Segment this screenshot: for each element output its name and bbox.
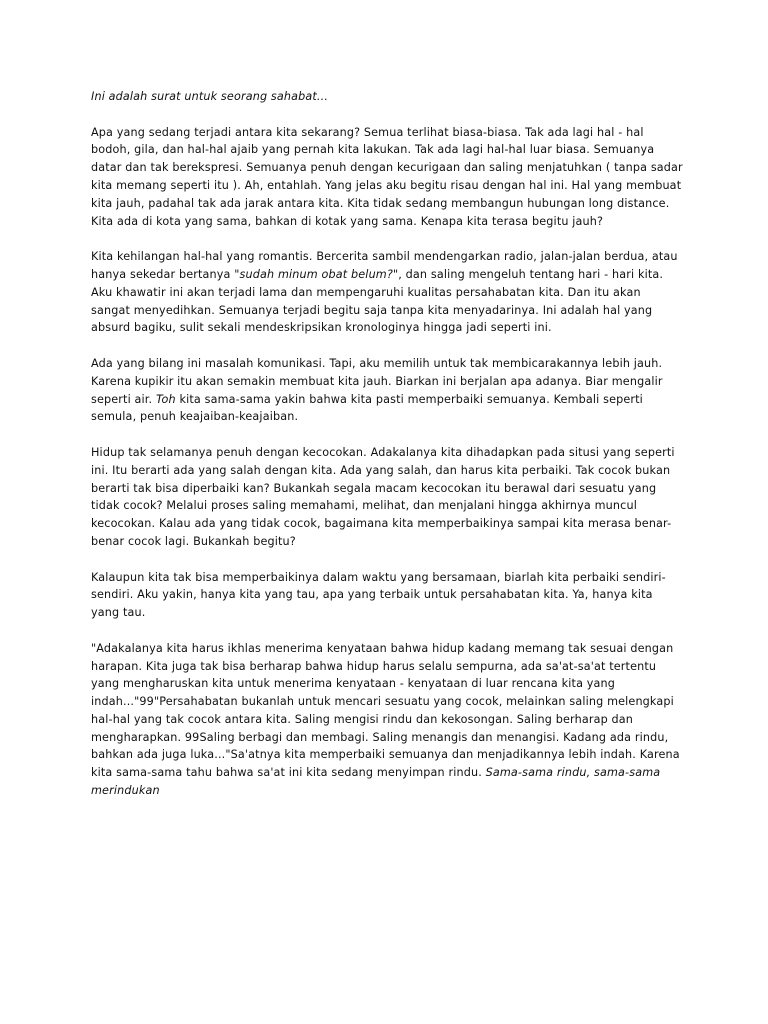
paragraph-3-text-b: kita sama-sama yakin bahwa kita pasti memperbaiki semuanya. Kembali seperti semula, penuh keajaiban-keajaiban. [91, 392, 643, 424]
paragraph-3-text-a: Ada yang bilang ini masalah komunikasi. Tapi, aku memilih untuk tak membicarakannya lebih jauh. Karena kupikir itu akan semakin membuat kita jauh. Biarkan ini berjalan apa adanya. Biar mengalir seperti air. [91, 356, 663, 406]
closing-line: Sama-sama rindu, sama-sama merindukan [91, 766, 661, 798]
quote-obat: "sudah minum obat belum?" [234, 267, 399, 281]
paragraph-3 [91, 355, 683, 426]
paragraph-4: Hidup tak selamanya penuh dengan kecocokan. Adakalanya kita dihadapkan pada situsi yang seperti ini. Itu berarti ada yang salah dengan kita. Ada yang salah, dan harus kita perbaiki. Tak cocok bukan berarti tak bisa diperbaiki kan? Bukankah segala macam kecocokan itu berawal dari sesuatu yang tidak cocok? Melalui proses saling memahami, melihat, dan menjalani hingga akhirnya muncul kecocokan. Kalau ada yang tidak cocok, bagaimana kita memperbaikinya sampai kita merasa benar-benar cocok lagi. Bukankah begitu? [91, 445, 675, 548]
paragraph-6-text: "Adakalanya kita harus ikhlas menerima kenyataan bahwa hidup kadang memang tak sesuai dengan harapan. Kita juga tak bisa berharap bahwa hidup harus selalu sempurna, ada sa'at-sa'at tertentu yang mengharuskan kita untuk menerima kenyataan - kenyataan di luar rencana kita yang indah..."99"Persahabatan bukanlah untuk mencari sesuatu yang cocok, melainkan saling melengkapi hal-hal yang tak cocok antara kita. Saling mengisi rindu dan kekosongan. Saling berharap dan mengharapkan. 99Saling berbagi dan membagi. Saling menangis dan menangisi. Kadang ada rindu, bahkan ada juga luka..."Sa'atnya kita memperbaiki semuanya dan menjadikannya lebih indah. Karena kita sama-sama tahu bahwa sa'at ini kita sedang menyimpan rindu. [91, 641, 680, 780]
letter-body [91, 88, 683, 818]
letter-heading: Ini adalah surat untuk seorang sahabat... [91, 90, 329, 103]
paragraph-5: Kalaupun kita tak bisa memperbaikinya dalam waktu yang bersamaan, biarlah kita perbaiki sendiri-sendiri. Aku yakin, hanya kita yang tau, apa yang terbaik untuk persahabatan kita. Ya, hanya kita yang tau. [91, 570, 666, 620]
paragraph-2 [91, 248, 683, 337]
paragraph-2-text-a: Kita kehilangan hal-hal yang romantis. Bercerita sambil mendengarkan radio, jalan-jalan berdua, atau hanya sekedar bertanya [91, 250, 678, 281]
word-toh: Toh [155, 392, 176, 406]
paragraph-2-text-b: , dan saling mengeluh tentang hari - hari kita. Aku khawatir ini akan terjadi lama dan mempengaruhi kualitas persahabatan kita. Dan itu akan sangat menyedihkan. Semuanya terjadi begitu saja tanpa kita menyadarinya. Ini adalah hal yang absurd bagiku, sulit sekali mendeskripsikan kronologinya hingga jadi seperti ini. [91, 267, 664, 335]
paragraph-6 [91, 640, 683, 800]
paragraph-1: Apa yang sedang terjadi antara kita sekarang? Semua terlihat biasa-biasa. Tak ada lagi hal - hal bodoh, gila, dan hal-hal ajaib yang pernah kita lakukan. Tak ada lagi hal-hal luar biasa. Semuanya datar dan tak berekspresi. Semuanya penuh dengan kecurigaan dan saling menjatuhkan ( tanpa sadar kita memang seperti itu ). Ah, entahlah. Yang jelas aku begitu risau dengan hal ini. Hal yang membuat kita jauh, padahal tak ada jarak antara kita. Kita tidak sedang membangun hubungan long distance. Kita ada di kota yang sama, bahkan di kotak yang sama. Kenapa kita terasa begitu jauh? [91, 125, 683, 228]
